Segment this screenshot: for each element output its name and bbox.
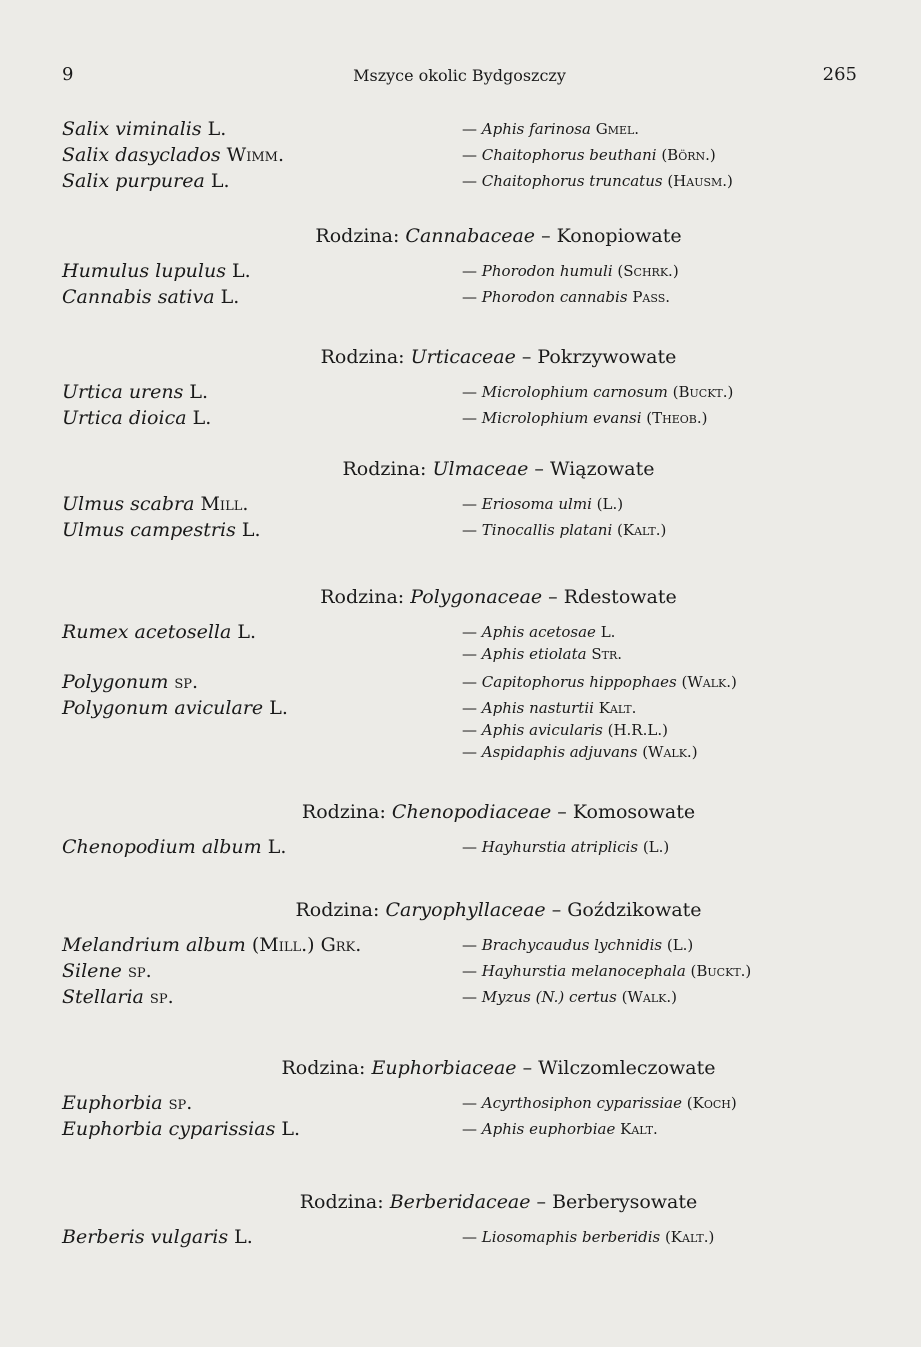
host-row xyxy=(62,986,857,1012)
aphid-authority: (Schrk.) xyxy=(612,262,679,280)
host-row xyxy=(62,697,857,769)
family-heading xyxy=(62,1188,857,1216)
aphid-list xyxy=(462,519,666,541)
dash: — xyxy=(462,962,482,980)
host-species: Urtica dioica xyxy=(62,407,187,429)
host-species: Ulmus scabra xyxy=(62,493,195,515)
host-authority: L. xyxy=(261,836,287,858)
aphid-authority: (Buckt.) xyxy=(667,383,734,401)
host-authority: L. xyxy=(228,1226,253,1248)
family-polish: – Rdestowate xyxy=(542,586,677,608)
family-heading xyxy=(62,583,857,611)
dash: — xyxy=(462,988,482,1006)
aphid-authority: (Walk.) xyxy=(616,988,678,1006)
aphid-authority: Str. xyxy=(586,645,623,663)
dash: — xyxy=(462,383,482,401)
host-plant xyxy=(62,493,248,515)
host-species: Chenopodium album xyxy=(62,836,262,858)
host-species: Salix purpurea xyxy=(62,170,205,192)
family-section xyxy=(62,118,857,196)
aphid-entry xyxy=(462,1118,658,1140)
host-plant xyxy=(62,519,261,541)
aphid-entry xyxy=(462,519,666,541)
family-section xyxy=(62,222,857,312)
aphid-authority: (L.) xyxy=(591,495,624,513)
host-species: Salix dasyclados xyxy=(62,144,221,166)
aphid-list xyxy=(462,407,708,429)
host-row xyxy=(62,170,857,196)
running-title: Mszyce okolic Bydgoszczy xyxy=(353,66,566,85)
host-plant xyxy=(62,381,208,403)
family-prefix: Rodzina: xyxy=(301,801,392,823)
family-latin: Ulmaceae xyxy=(432,458,529,480)
aphid-authority: L. xyxy=(595,623,616,641)
host-rows xyxy=(62,1092,857,1144)
family-section xyxy=(62,1054,857,1144)
aphid-authority: (L.) xyxy=(662,936,694,954)
family-prefix: Rodzina: xyxy=(295,899,386,921)
host-species: Urtica urens xyxy=(62,381,184,403)
host-plant xyxy=(62,836,286,858)
host-authority: sp. xyxy=(162,1092,193,1114)
aphid-authority: (L.) xyxy=(638,838,670,856)
aphid-entry xyxy=(462,643,622,665)
aphid-authority: (Koch) xyxy=(682,1094,737,1112)
aphid-entry xyxy=(462,493,623,515)
host-plant xyxy=(62,118,226,140)
aphid-entry xyxy=(462,671,737,693)
aphid-species: Aphis acetosae xyxy=(481,623,596,641)
family-prefix: Rodzina: xyxy=(342,458,433,480)
host-authority: (Mill.) Grk. xyxy=(245,934,362,956)
page-number-right: 265 xyxy=(822,64,857,85)
aphid-entry xyxy=(462,934,693,956)
host-authority: L. xyxy=(201,118,227,140)
aphid-list xyxy=(462,286,670,308)
aphid-species: Aspidaphis adjuvans xyxy=(481,743,638,761)
aphid-authority: Pass. xyxy=(627,288,670,306)
aphid-list xyxy=(462,836,669,858)
dash: — xyxy=(462,1120,482,1138)
aphid-entry xyxy=(462,260,679,282)
aphid-entry xyxy=(462,1092,737,1114)
aphid-list xyxy=(462,170,733,192)
host-plant xyxy=(62,621,256,643)
dash: — xyxy=(462,409,482,427)
aphid-species: Phorodon cannabis xyxy=(481,288,628,306)
aphid-species: Tinocallis platani xyxy=(481,521,613,539)
host-rows xyxy=(62,260,857,312)
aphid-species: Eriosoma ulmi xyxy=(481,495,592,513)
aphid-entry xyxy=(462,286,670,308)
host-row xyxy=(62,144,857,170)
aphid-list xyxy=(462,493,623,515)
family-heading xyxy=(62,896,857,924)
host-species: Salix viminalis xyxy=(62,118,202,140)
family-prefix: Rodzina: xyxy=(320,346,411,368)
host-row xyxy=(62,493,857,519)
host-authority: L. xyxy=(183,381,209,403)
host-authority: sp. xyxy=(143,986,174,1008)
aphid-list xyxy=(462,671,737,693)
aphid-species: Brachycaudus lychnidis xyxy=(481,936,663,954)
host-plant xyxy=(62,1226,253,1248)
host-authority: L. xyxy=(231,621,257,643)
host-plant xyxy=(62,986,174,1008)
aphid-species: Microlophium evansi xyxy=(481,409,642,427)
dash: — xyxy=(462,673,482,691)
host-row xyxy=(62,1226,857,1252)
aphid-authority: Kalt. xyxy=(593,699,637,717)
dash: — xyxy=(462,623,482,641)
aphid-species: Aphis nasturtii xyxy=(481,699,594,717)
family-heading xyxy=(62,455,857,483)
host-authority: sp. xyxy=(121,960,152,982)
aphid-authority: (Walk.) xyxy=(637,743,698,761)
aphid-list xyxy=(462,621,622,665)
host-species: Rumex acetosella xyxy=(62,621,232,643)
aphid-authority: (H.R.L.) xyxy=(602,721,668,739)
host-plant xyxy=(62,1118,300,1140)
host-row xyxy=(62,934,857,960)
aphid-authority: (Börn.) xyxy=(656,146,716,164)
family-latin: Berberidaceae xyxy=(389,1191,531,1213)
aphid-entry xyxy=(462,986,677,1008)
family-polish: – Wilczomleczowate xyxy=(516,1057,716,1079)
aphid-species: Hayhurstia atriplicis xyxy=(481,838,639,856)
family-section xyxy=(62,896,857,1012)
page-number-left: 9 xyxy=(62,64,74,85)
aphid-species: Aphis etiolata xyxy=(481,645,587,663)
aphid-entry xyxy=(462,621,622,643)
aphid-species: Hayhurstia melanocephala xyxy=(481,962,686,980)
host-row xyxy=(62,1118,857,1144)
aphid-species: Phorodon humuli xyxy=(481,262,613,280)
family-heading xyxy=(62,343,857,371)
aphid-entry xyxy=(462,381,733,403)
family-section xyxy=(62,1188,857,1252)
host-rows xyxy=(62,381,857,433)
family-polish: – Pokrzywowate xyxy=(515,346,677,368)
aphid-entry xyxy=(462,697,698,719)
host-plant xyxy=(62,960,152,982)
family-heading xyxy=(62,1054,857,1082)
family-polish: – Komosowate xyxy=(551,801,696,823)
host-row xyxy=(62,1092,857,1118)
host-row xyxy=(62,960,857,986)
host-plant xyxy=(62,697,288,719)
dash: — xyxy=(462,521,482,539)
host-rows xyxy=(62,836,857,862)
aphid-entry xyxy=(462,144,716,166)
aphid-authority: (Buckt.) xyxy=(685,962,752,980)
dash: — xyxy=(462,1228,482,1246)
host-species: Humulus lupulus xyxy=(62,260,226,282)
aphid-list xyxy=(462,934,693,956)
host-rows xyxy=(62,934,857,1012)
family-latin: Cannabaceae xyxy=(405,225,536,247)
aphid-list xyxy=(462,1092,737,1114)
host-species: Cannabis sativa xyxy=(62,286,215,308)
dash: — xyxy=(462,120,482,138)
host-plant xyxy=(62,260,251,282)
dash: — xyxy=(462,721,482,739)
aphid-species: Capitophorus hippophaes xyxy=(481,673,677,691)
aphid-species: Acyrthosiphon cyparissiae xyxy=(481,1094,682,1112)
dash: — xyxy=(462,743,482,761)
family-latin: Urticaceae xyxy=(410,346,516,368)
host-plant xyxy=(62,144,284,166)
host-row xyxy=(62,260,857,286)
family-polish: – Goździkowate xyxy=(545,899,702,921)
host-row xyxy=(62,621,857,671)
family-latin: Euphorbiaceae xyxy=(371,1057,517,1079)
aphid-authority: (Hausm.) xyxy=(662,172,733,190)
host-species: Polygonum aviculare xyxy=(62,697,264,719)
host-authority: L. xyxy=(235,519,261,541)
aphid-list xyxy=(462,144,716,166)
dash: — xyxy=(462,645,482,663)
host-plant xyxy=(62,286,239,308)
aphid-species: Liosomaphis berberidis xyxy=(481,1228,661,1246)
family-polish: – Wiązowate xyxy=(528,458,655,480)
dash: — xyxy=(462,172,482,190)
family-section xyxy=(62,798,857,862)
host-authority: L. xyxy=(275,1118,301,1140)
aphid-entry xyxy=(462,170,733,192)
dash: — xyxy=(462,262,482,280)
aphid-entry xyxy=(462,118,639,140)
dash: — xyxy=(462,1094,482,1112)
host-species: Stellaria xyxy=(62,986,144,1008)
aphid-entry xyxy=(462,1226,714,1248)
aphid-entry xyxy=(462,741,698,763)
aphid-species: Aphis euphorbiae xyxy=(481,1120,616,1138)
host-rows xyxy=(62,118,857,196)
aphid-list xyxy=(462,118,639,140)
aphid-authority: (Kalt.) xyxy=(612,521,667,539)
host-row xyxy=(62,836,857,862)
dash: — xyxy=(462,699,482,717)
host-plant xyxy=(62,407,211,429)
family-section xyxy=(62,343,857,433)
host-authority: sp. xyxy=(168,671,199,693)
host-species: Ulmus campestris xyxy=(62,519,236,541)
aphid-list xyxy=(462,260,679,282)
host-authority: L. xyxy=(214,286,240,308)
host-row xyxy=(62,519,857,545)
aphid-entry xyxy=(462,719,698,741)
host-authority: L. xyxy=(263,697,288,719)
host-plant xyxy=(62,1092,192,1114)
host-authority: L. xyxy=(186,407,212,429)
family-prefix: Rodzina: xyxy=(315,225,406,247)
family-section xyxy=(62,455,857,545)
host-row xyxy=(62,407,857,433)
aphid-authority: Kalt. xyxy=(615,1120,658,1138)
aphid-entry xyxy=(462,836,669,858)
family-latin: Chenopodiaceae xyxy=(391,801,552,823)
dash: — xyxy=(462,495,482,513)
host-plant xyxy=(62,170,230,192)
family-prefix: Rodzina: xyxy=(299,1191,390,1213)
aphid-list xyxy=(462,1226,714,1248)
dash: — xyxy=(462,936,482,954)
host-row xyxy=(62,671,857,697)
host-row xyxy=(62,286,857,312)
family-polish: – Berberysowate xyxy=(530,1191,698,1213)
host-species: Berberis vulgaris xyxy=(62,1226,229,1248)
host-authority: L. xyxy=(204,170,230,192)
host-authority: L. xyxy=(225,260,251,282)
aphid-entry xyxy=(462,407,708,429)
dash: — xyxy=(462,146,482,164)
family-prefix: Rodzina: xyxy=(281,1057,372,1079)
aphid-list xyxy=(462,986,677,1008)
aphid-list xyxy=(462,960,751,982)
aphid-list xyxy=(462,1118,658,1140)
host-rows xyxy=(62,621,857,769)
host-species: Polygonum xyxy=(62,671,169,693)
aphid-authority: (Kalt.) xyxy=(660,1228,715,1246)
host-species: Melandrium album xyxy=(62,934,246,956)
family-section xyxy=(62,583,857,769)
aphid-species: Chaitophorus beuthani xyxy=(481,146,657,164)
family-latin: Polygonaceae xyxy=(410,586,543,608)
host-row xyxy=(62,381,857,407)
aphid-species: Myzus (N.) certus xyxy=(481,988,617,1006)
host-rows xyxy=(62,493,857,545)
aphid-list xyxy=(462,697,698,763)
host-rows xyxy=(62,1226,857,1252)
aphid-species: Aphis farinosa xyxy=(481,120,591,138)
aphid-species: Microlophium carnosum xyxy=(481,383,668,401)
family-polish: – Konopiowate xyxy=(535,225,682,247)
page-header xyxy=(62,64,857,88)
host-species: Silene xyxy=(62,960,122,982)
aphid-list xyxy=(462,381,733,403)
aphid-species: Aphis avicularis xyxy=(481,721,603,739)
family-heading xyxy=(62,798,857,826)
host-authority: Mill. xyxy=(194,493,249,515)
host-row xyxy=(62,118,857,144)
family-heading xyxy=(62,222,857,250)
host-plant xyxy=(62,671,198,693)
host-species: Euphorbia cyparissias xyxy=(62,1118,276,1140)
host-species: Euphorbia xyxy=(62,1092,163,1114)
dash: — xyxy=(462,288,482,306)
aphid-authority: (Theob.) xyxy=(641,409,708,427)
host-plant xyxy=(62,934,361,956)
aphid-entry xyxy=(462,960,751,982)
aphid-species: Chaitophorus truncatus xyxy=(481,172,663,190)
host-authority: Wimm. xyxy=(220,144,284,166)
dash: — xyxy=(462,838,482,856)
aphid-authority: Gmel. xyxy=(590,120,640,138)
family-latin: Caryophyllaceae xyxy=(385,899,546,921)
family-prefix: Rodzina: xyxy=(320,586,411,608)
aphid-authority: (Walk.) xyxy=(676,673,737,691)
